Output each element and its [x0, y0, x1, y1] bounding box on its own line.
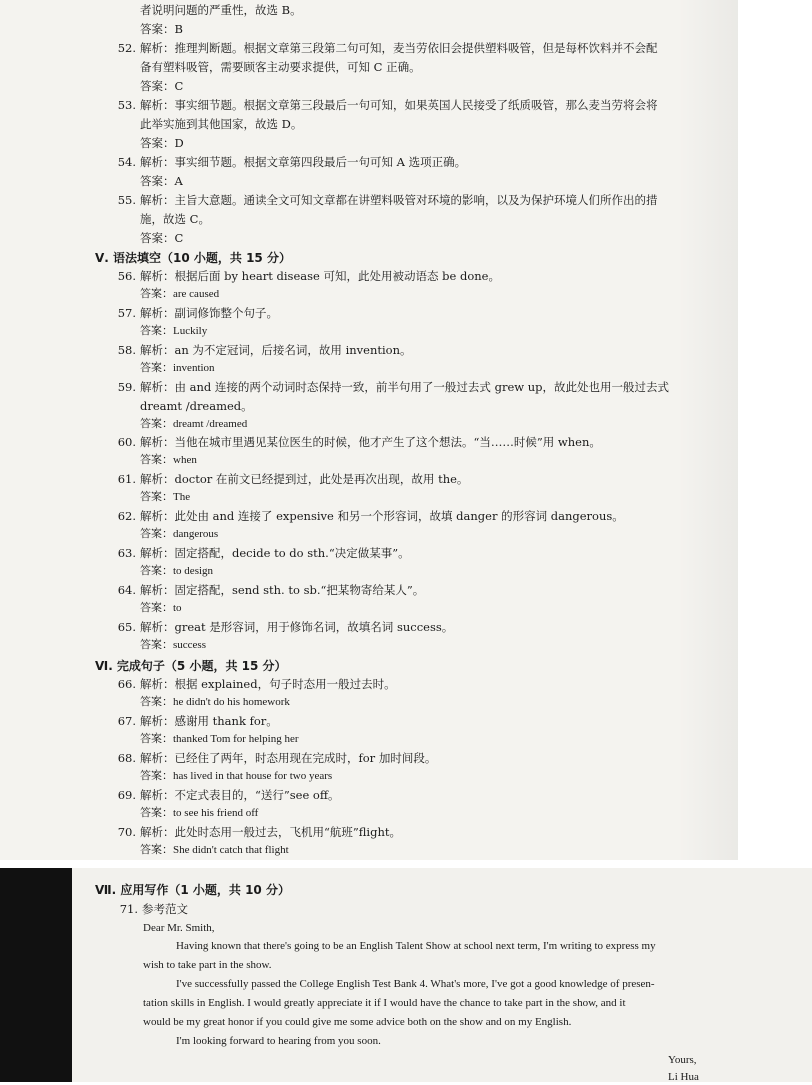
- text-line: 此举实施到其他国家，故选 D。: [140, 117, 303, 131]
- text-line: 解析：事实细节题。根据文章第四段最后一句可知 A 选项正确。: [140, 155, 467, 169]
- section-heading: Ⅵ. 完成句子（5 小题，共 15 分）: [95, 659, 287, 673]
- explanation-line: 解析：根据 explained，句子时态用一般过去时。: [140, 677, 396, 691]
- item-number: 71.: [119, 902, 138, 916]
- essay-para2-line3: would be my great honor if you could give me some advice both on the show and on my English.: [143, 1016, 572, 1028]
- item-number: 68.: [117, 751, 136, 765]
- item-number: 59.: [117, 380, 136, 394]
- section-heading-writing: Ⅶ. 应用写作（1 小题，共 10 分）: [95, 883, 290, 897]
- item-label: 参考范文: [142, 902, 188, 916]
- essay-para3: I'm looking forward to hearing from you soon.: [176, 1035, 381, 1047]
- explanation-line: 解析：an 为不定冠词，后接名词，故用 invention。: [140, 343, 412, 357]
- answer-line: 答案：invention: [140, 362, 215, 374]
- explanation-line: 解析：doctor 在前文已经提到过，此处是再次出现，故用 the。: [140, 472, 469, 486]
- item-number: 67.: [117, 714, 136, 728]
- item-number: 70.: [117, 825, 136, 839]
- item-number: 60.: [117, 435, 136, 449]
- answer-key-page-lower: [0, 868, 812, 1082]
- explanation-line: 解析：此处时态用一般过去，飞机用“航班”flight。: [140, 825, 401, 839]
- item-number: 63.: [117, 546, 136, 560]
- answer-line: 答案：to see his friend off: [140, 807, 259, 819]
- essay-para1-line1: Having known that there's going to be an English Talent Show at school next term, I'm writing to express my: [176, 940, 656, 952]
- item-number: 58.: [117, 343, 136, 357]
- text-line: 解析：推理判断题。根据文章第三段第二句可知，麦当劳依旧会提供塑料吸管，但是每杯饮料并不会配: [140, 41, 658, 55]
- item-number: 65.: [117, 620, 136, 634]
- answer-line: 答案：dangerous: [140, 528, 219, 540]
- text-line: 答案：C: [140, 231, 184, 245]
- explanation-line: 解析：当他在城市里遇见某位医生的时候，他才产生了这个想法。“当……时候”用 when。: [140, 435, 601, 449]
- item-number: 57.: [117, 306, 136, 320]
- essay-para2-line1: I've successfully passed the College English Test Bank 4. What's more, I've got a good knowledge of presen-: [176, 978, 655, 990]
- text-line: 答案：B: [140, 22, 183, 36]
- answer-line: 答案：success: [140, 639, 206, 651]
- explanation-line: 解析：固定搭配，decide to do sth.“决定做某事”。: [140, 546, 410, 560]
- item-number: 69.: [117, 788, 136, 802]
- item-number: 64.: [117, 583, 136, 597]
- answer-line: 答案：The: [140, 491, 191, 503]
- explanation-line: 解析：已经住了两年，时态用现在完成时，for 加时间段。: [140, 751, 437, 765]
- explanation-line: 解析：great 是形容词，用于修饰名词，故填名词 success。: [140, 620, 454, 634]
- explanation-line: 解析：感谢用 thank for。: [140, 714, 278, 728]
- item-number: 66.: [117, 677, 136, 691]
- section-heading: Ⅴ. 语法填空（10 小题，共 15 分）: [95, 251, 291, 265]
- answer-line: 答案：She didn't catch that flight: [140, 844, 289, 856]
- text-line: 答案：A: [140, 174, 183, 188]
- answer-line: 答案：he didn't do his homework: [140, 696, 290, 708]
- answer-line: 答案：to design: [140, 565, 214, 577]
- text-line: 者说明问题的严重性，故选 B。: [140, 3, 302, 17]
- text-line: 答案：C: [140, 79, 184, 93]
- text-line: 备有塑料吸管，需要顾客主动要求提供，可知 C 正确。: [140, 60, 421, 74]
- explanation-line: 解析：不定式表目的，“送行”see off。: [140, 788, 340, 802]
- answer-line: 答案：has lived in that house for two years: [140, 770, 333, 782]
- answer-line: 答案：dreamt /dreamed: [140, 418, 248, 430]
- text-line: 解析：事实细节题。根据文章第三段最后一句可知，如果英国人民接受了纸质吸管，那么麦当劳将会将: [140, 98, 658, 112]
- explanation-line-cont: dreamt /dreamed。: [140, 399, 253, 413]
- essay-greeting: Dear Mr. Smith,: [143, 922, 215, 934]
- explanation-line: 解析：副词修饰整个句子。: [140, 306, 278, 320]
- text-line: 答案：D: [140, 136, 184, 150]
- essay-para2-line2: tation skills in English. I would greatly appreciate it if I would have the chance to take part in the show, and it: [143, 997, 626, 1009]
- scan-shadow-strip: [0, 868, 72, 1082]
- explanation-line: 解析：此处由 and 连接了 expensive 和另一个形容词，故填 danger 的形容词 dangerous。: [140, 509, 624, 523]
- item-number: 55.: [117, 193, 136, 207]
- answer-line: 答案：to: [140, 602, 182, 614]
- item-number: 62.: [117, 509, 136, 523]
- essay-signature: Li Hua: [668, 1071, 699, 1083]
- answer-line: 答案：Luckily: [140, 325, 208, 337]
- essay-closing: Yours,: [668, 1054, 697, 1066]
- item-number: 61.: [117, 472, 136, 486]
- answer-line: 答案：thanked Tom for helping her: [140, 733, 299, 745]
- answer-line: 答案：are caused: [140, 288, 220, 300]
- explanation-line: 解析：根据后面 by heart disease 可知，此处用被动语态 be done。: [140, 269, 500, 283]
- explanation-line: 解析：固定搭配，send sth. to sb.“把某物寄给某人”。: [140, 583, 425, 597]
- item-number: 56.: [117, 269, 136, 283]
- item-number: 52.: [117, 41, 136, 55]
- text-line: 解析：主旨大意题。通读全文可知文章都在讲塑料吸管对环境的影响，以及为保护环境人们所作出的措: [140, 193, 658, 207]
- explanation-line: 解析：由 and 连接的两个动词时态保持一致，前半句用了一般过去式 grew up，故此处也用一般过去式: [140, 380, 670, 394]
- answer-line: 答案：when: [140, 454, 197, 466]
- text-line: 施，故选 C。: [140, 212, 210, 226]
- item-number: 54.: [117, 155, 136, 169]
- item-number: 53.: [117, 98, 136, 112]
- essay-para1-line2: wish to take part in the show.: [143, 959, 272, 971]
